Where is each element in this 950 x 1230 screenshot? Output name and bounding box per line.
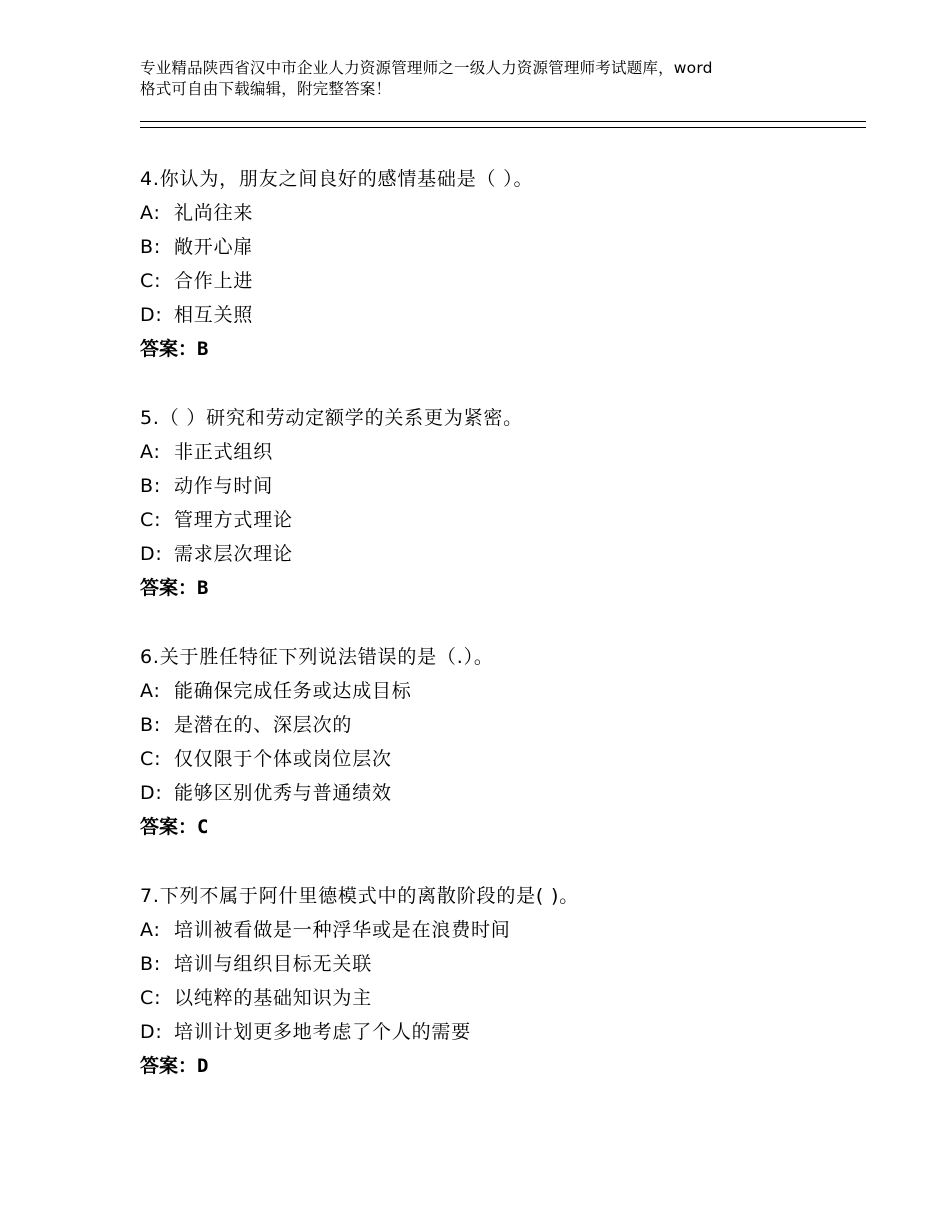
answer-line: 答案：B bbox=[140, 577, 209, 599]
question-5 bbox=[140, 401, 840, 605]
option-key: A: bbox=[140, 919, 161, 941]
option-text: 礼尚往来 bbox=[174, 202, 254, 224]
option-key: D: bbox=[140, 1021, 163, 1043]
option-text: 相互关照 bbox=[174, 304, 254, 326]
option-c bbox=[140, 503, 840, 537]
option-key: D: bbox=[140, 782, 163, 804]
option-key: A: bbox=[140, 441, 161, 463]
option-text: 管理方式理论 bbox=[174, 509, 293, 531]
option-text: 动作与时间 bbox=[174, 475, 274, 497]
option-a bbox=[140, 913, 840, 947]
option-key: C: bbox=[140, 270, 162, 292]
option-key: B: bbox=[140, 475, 162, 497]
question-list bbox=[140, 162, 840, 1118]
option-text: 能确保完成任务或达成目标 bbox=[174, 680, 412, 702]
option-key: C: bbox=[140, 509, 162, 531]
option-text: 以纯粹的基础知识为主 bbox=[174, 987, 373, 1009]
option-key: C: bbox=[140, 748, 162, 770]
option-b bbox=[140, 947, 840, 981]
option-key: B: bbox=[140, 953, 162, 975]
option-d bbox=[140, 537, 840, 571]
option-key: A: bbox=[140, 680, 161, 702]
question-7 bbox=[140, 879, 840, 1083]
option-text: 是潜在的、深层次的 bbox=[174, 714, 353, 736]
option-text: 能够区别优秀与普通绩效 bbox=[174, 782, 392, 804]
option-c bbox=[140, 981, 840, 1015]
option-text: 敞开心扉 bbox=[174, 236, 254, 258]
option-text: 仅仅限于个体或岗位层次 bbox=[174, 748, 392, 770]
answer-line: 答案：D bbox=[140, 1055, 209, 1077]
option-key: B: bbox=[140, 236, 162, 258]
answer-line: 答案：B bbox=[140, 338, 209, 360]
header-double-rule bbox=[140, 121, 866, 128]
option-a bbox=[140, 196, 840, 230]
question-stem: 7.下列不属于阿什里德模式中的离散阶段的是( )。 bbox=[140, 885, 579, 907]
document-header bbox=[140, 58, 840, 100]
option-b bbox=[140, 230, 840, 264]
option-key: C: bbox=[140, 987, 162, 1009]
option-text: 非正式组织 bbox=[174, 441, 274, 463]
option-text: 培训计划更多地考虑了个人的需要 bbox=[174, 1021, 472, 1043]
option-b bbox=[140, 469, 840, 503]
option-d bbox=[140, 1015, 840, 1049]
option-b bbox=[140, 708, 840, 742]
question-stem: 4.你认为，朋友之间良好的感情基础是（ ）。 bbox=[140, 168, 534, 190]
header-title-line-2: 格式可自由下载编辑，附完整答案！ bbox=[140, 80, 392, 98]
option-a bbox=[140, 435, 840, 469]
option-key: A: bbox=[140, 202, 161, 224]
option-c bbox=[140, 264, 840, 298]
option-key: B: bbox=[140, 714, 162, 736]
option-d bbox=[140, 298, 840, 332]
option-text: 培训被看做是一种浮华或是在浪费时间 bbox=[174, 919, 511, 941]
option-key: D: bbox=[140, 543, 163, 565]
option-key: D: bbox=[140, 304, 163, 326]
option-a bbox=[140, 674, 840, 708]
question-stem: 5.（ ）研究和劳动定额学的关系更为紧密。 bbox=[140, 407, 523, 429]
option-text: 培训与组织目标无关联 bbox=[174, 953, 373, 975]
option-text: 合作上进 bbox=[174, 270, 254, 292]
question-stem: 6.关于胜任特征下列说法错误的是（.）。 bbox=[140, 646, 494, 668]
question-6 bbox=[140, 640, 840, 844]
header-title-line-1: 专业精品陕西省汉中市企业人力资源管理师之一级人力资源管理师考试题库，word bbox=[140, 59, 713, 77]
option-text: 需求层次理论 bbox=[174, 543, 293, 565]
question-4 bbox=[140, 162, 840, 366]
option-d bbox=[140, 776, 840, 810]
answer-line: 答案：C bbox=[140, 816, 209, 838]
option-c bbox=[140, 742, 840, 776]
